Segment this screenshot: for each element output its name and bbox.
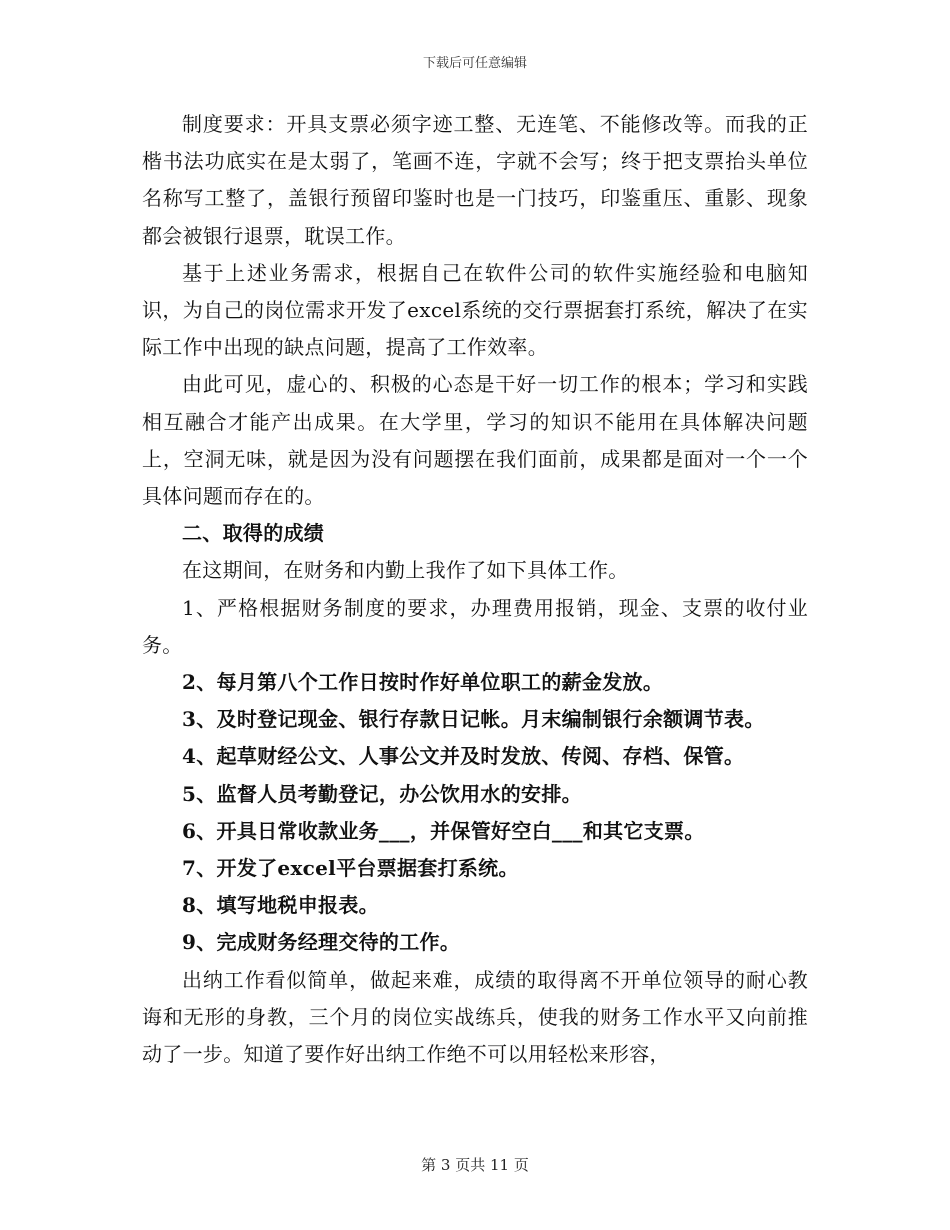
page-footer: 第 3 页共 11 页 [421, 1156, 529, 1174]
bold-paragraph: 8、填写地税申报表。 [182, 893, 379, 918]
paragraph: 在这期间，在财务和内勤上我作了如下具体工作。 [182, 558, 629, 583]
bold-paragraph: 7、开发了excel平台票据套打系统。 [182, 856, 519, 881]
bold-paragraph: 5、监督人员考勤登记，办公饮用水的安排。 [182, 781, 582, 806]
document-body [142, 106, 808, 1073]
paragraph: 由此可见，虚心的、积极的心态是干好一切工作的根本；学习和实践相互融合才能产出成果。在大学里，学习的知识不能用在具体解决问题上，空洞无味，就是因为没有问题摆在我们面前，成果都是面对一个一个具体问题而存在的。 [142, 372, 808, 509]
paragraph: 出纳工作看似简单，做起来难，成绩的取得离不开单位领导的耐心教诲和无形的身教，三个月的岗位实战练兵，使我的财务工作水平又向前推动了一步。知道了要作好出纳工作绝不可以用轻松来形容， [142, 967, 808, 1067]
bold-paragraph: 二、取得的成绩 [182, 521, 325, 546]
bold-paragraph: 3、及时登记现金、银行存款日记帐。月末编制银行余额调节表。 [182, 707, 765, 732]
paragraph: 基于上述业务需求，根据自己在软件公司的软件实施经验和电脑知识，为自己的岗位需求开发了excel系统的交行票据套打系统，解决了在实际工作中出现的缺点问题，提高了工作效率。 [142, 260, 808, 360]
paragraph: 1、严格根据财务制度的要求，办理费用报销，现金、支票的收付业务。 [142, 595, 808, 657]
bold-paragraph: 9、完成财务经理交待的工作。 [182, 930, 461, 955]
bold-paragraph: 2、每月第八个工作日按时作好单位职工的薪金发放。 [182, 670, 664, 695]
bold-paragraph: 4、起草财经公文、人事公文并及时发放、传阅、存档、保管。 [182, 744, 745, 769]
bold-paragraph: 6、开具日常收款业务___，并保管好空白___和其它支票。 [182, 818, 705, 843]
paragraph: 制度要求：开具支票必须字迹工整、无连笔、不能修改等。而我的正楷书法功底实在是太弱了，笔画不连，字就不会写；终于把支票抬头单位名称写工整了，盖银行预留印鉴时也是一门技巧，印鉴重压、重影、现象都会被银行退票，耽误工作。 [142, 112, 808, 248]
page-header: 下载后可任意编辑 [422, 56, 527, 71]
